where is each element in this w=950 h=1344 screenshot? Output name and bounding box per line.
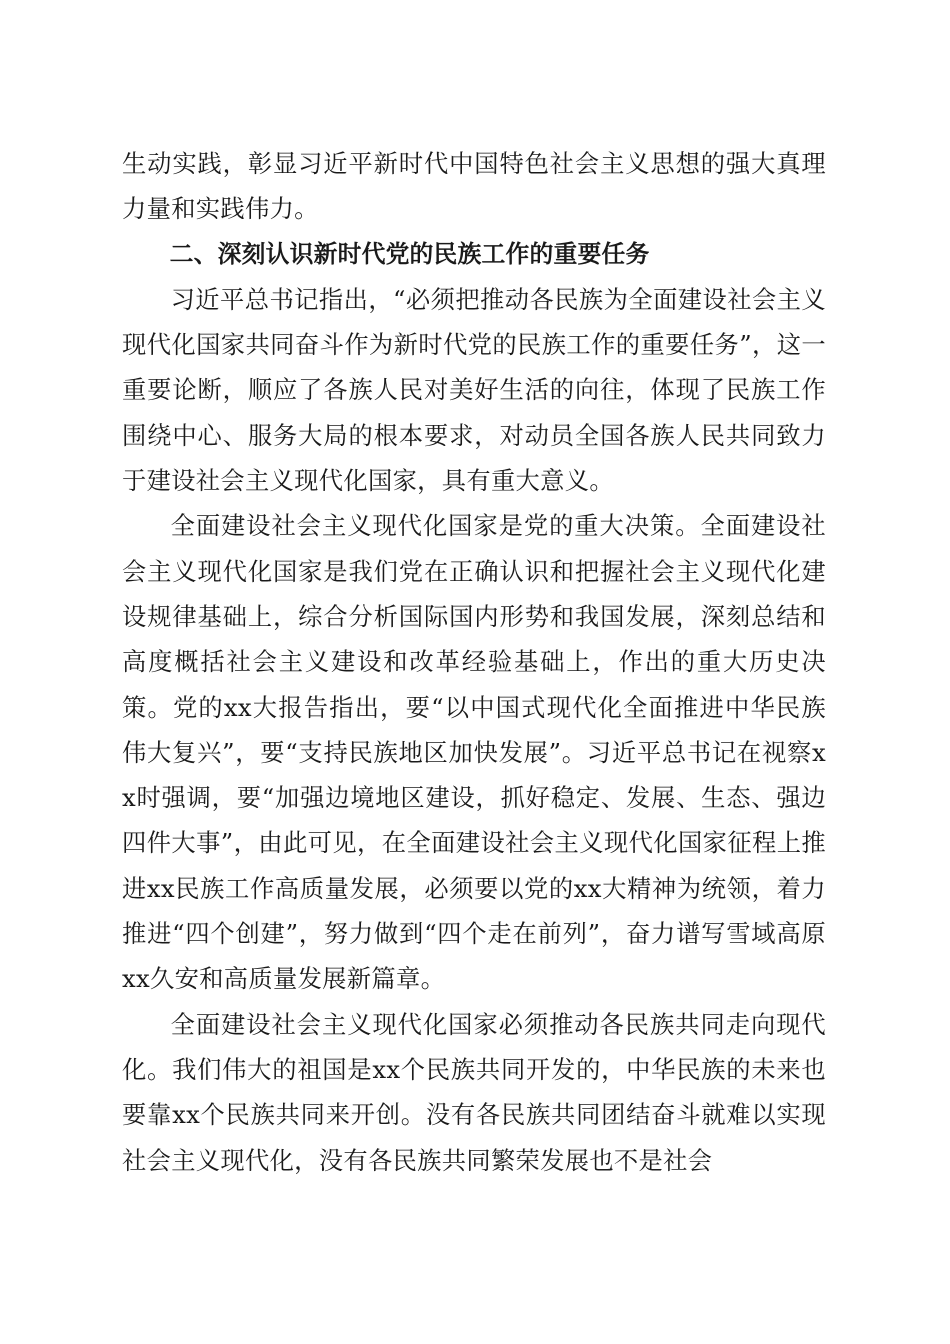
paragraph: 习近平总书记指出，“必须把推动各民族为全面建设社会主义现代化国家共同奋斗作为新时代党的民族工作的重要任务”，这一重要论断，顺应了各族人民对美好生活的向往，体现了民族工作围绕中心、服务大局的根本要求，对动员全国各族人民共同致力于建设社会主义现代化国家，具有重大意义。 (122, 284, 826, 496)
paragraph: 全面建设社会主义现代化国家是党的重大决策。全面建设社会主义现代化国家是我们党在正确认识和把握社会主义现代化建设规律基础上，综合分析国际国内形势和我国发展，深刻总结和高度概括社会主义建设和改革经验基础上，作出的重大历史决策。党的xx大报告指出，要“以中国式现代化全面推进中华民族伟大复兴”，要“支持民族地区加快发展”。习近平总书记在视察xx时强调，要“加强边境地区建设，抓好稳定、发展、生态、强边四件大事”，由此可见，在全面建设社会主义现代化国家征程上推进xx民族工作高质量发展，必须要以党的xx大精神为统领，着力推进“四个创建”，努力做到“四个走在前列”，奋力谱写雪域高原xx久安和高质量发展新篇章。 (122, 511, 826, 994)
paragraph: 全面建设社会主义现代化国家必须推动各民族共同走向现代化。我们伟大的祖国是xx个民族共同开发的，中华民族的未来也要靠xx个民族共同来开创。没有各民族共同团结奋斗就难以实现社会主义现代化，没有各民族共同繁荣发展也不是社会 (122, 1009, 826, 1175)
document-body (122, 141, 826, 1183)
paragraph-continuation: 生动实践，彰显习近平新时代中国特色社会主义思想的强大真理力量和实践伟力。 (122, 149, 826, 224)
section-heading: 二、深刻认识新时代党的民族工作的重要任务 (169, 239, 650, 268)
